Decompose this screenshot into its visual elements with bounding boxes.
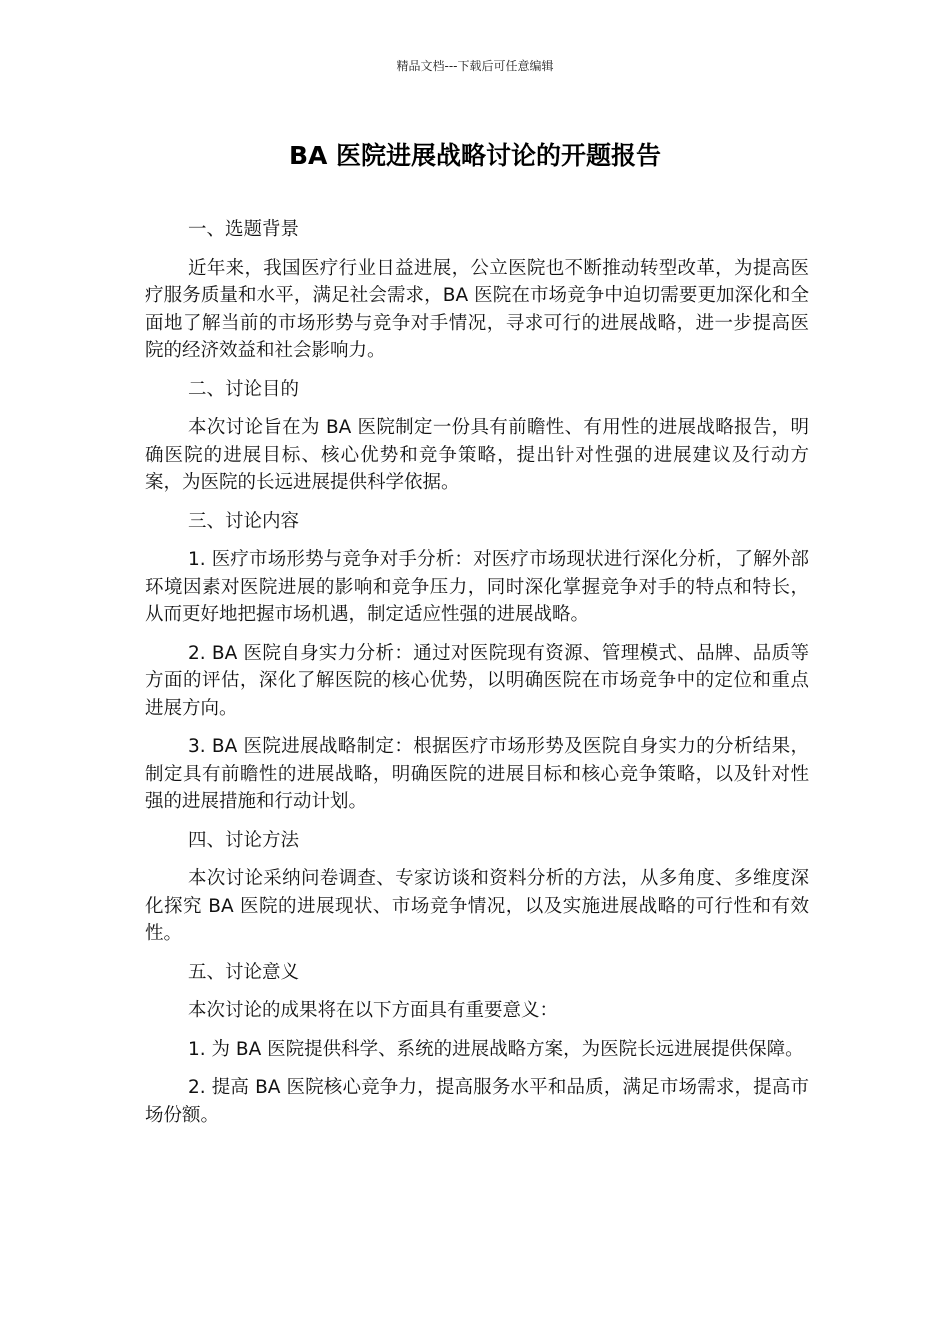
paragraph-significance-item-2: 2. 提高 BA 医院核心竞争力，提高服务水平和品质，满足市场需求，提高市场份额。 — [145, 1077, 809, 1126]
document-title: BA 医院进展战略讨论的开题报告 — [288, 141, 662, 170]
section-heading-purpose: 二、讨论目的 — [188, 378, 300, 400]
section-heading-method: 四、讨论方法 — [188, 829, 300, 851]
section-heading-significance: 五、讨论意义 — [188, 961, 300, 983]
paragraph-significance-intro: 本次讨论的成果将在以下方面具有重要意义： — [188, 1000, 559, 1021]
paragraph-purpose: 本次讨论旨在为 BA 医院制定一份具有前瞻性、有用性的进展战略报告，明确医院的进展目标、核心优势和竞争策略，提出针对性强的进展建议及行动方案，为医院的长远进展提供科学依据。 — [145, 417, 809, 493]
page-header: 精品文档---下载后可任意编辑 — [396, 59, 554, 73]
paragraph-content-item-3: 3. BA 医院进展战略制定：根据医疗市场形势及医院自身实力的分析结果，制定具有前瞻性的进展战略，明确医院的进展目标和核心竞争策略，以及针对性强的进展措施和行动计划。 — [145, 736, 809, 812]
paragraph-method: 本次讨论采纳问卷调查、专家访谈和资料分析的方法，从多角度、多维度深化探究 BA 医院的进展现状、市场竞争情况，以及实施进展战略的可行性和有效性。 — [145, 868, 809, 944]
paragraph-content-item-2: 2. BA 医院自身实力分析：通过对医院现有资源、管理模式、品牌、品质等方面的评估，深化了解医院的核心优势，以明确医院在市场竞争中的定位和重点进展方向。 — [145, 642, 809, 719]
paragraph-significance-item-1: 1. 为 BA 医院提供科学、系统的进展战略方案，为医院长远进展提供保障。 — [188, 1038, 804, 1060]
section-heading-content: 三、讨论内容 — [188, 510, 300, 532]
paragraph-background: 近年来，我国医疗行业日益进展，公立医院也不断推动转型改革，为提高医疗服务质量和水平，满足社会需求，BA 医院在市场竞争中迫切需要更加深化和全面地了解当前的市场形势与竞争对手情况，寻求可行的进展战略，进一步提高医院的经济效益和社会影响力。 — [145, 257, 809, 361]
document-body — [145, 216, 809, 1140]
section-heading-background: 一、选题背景 — [188, 219, 300, 240]
paragraph-content-item-1: 1. 医疗市场形势与竞争对手分析：对医疗市场现状进行深化分析，了解外部环境因素对医院进展的影响和竞争压力，同时深化掌握竞争对手的特点和特长，从而更好地把握市场机遇，制定适应性强的进展战略。 — [145, 549, 809, 625]
